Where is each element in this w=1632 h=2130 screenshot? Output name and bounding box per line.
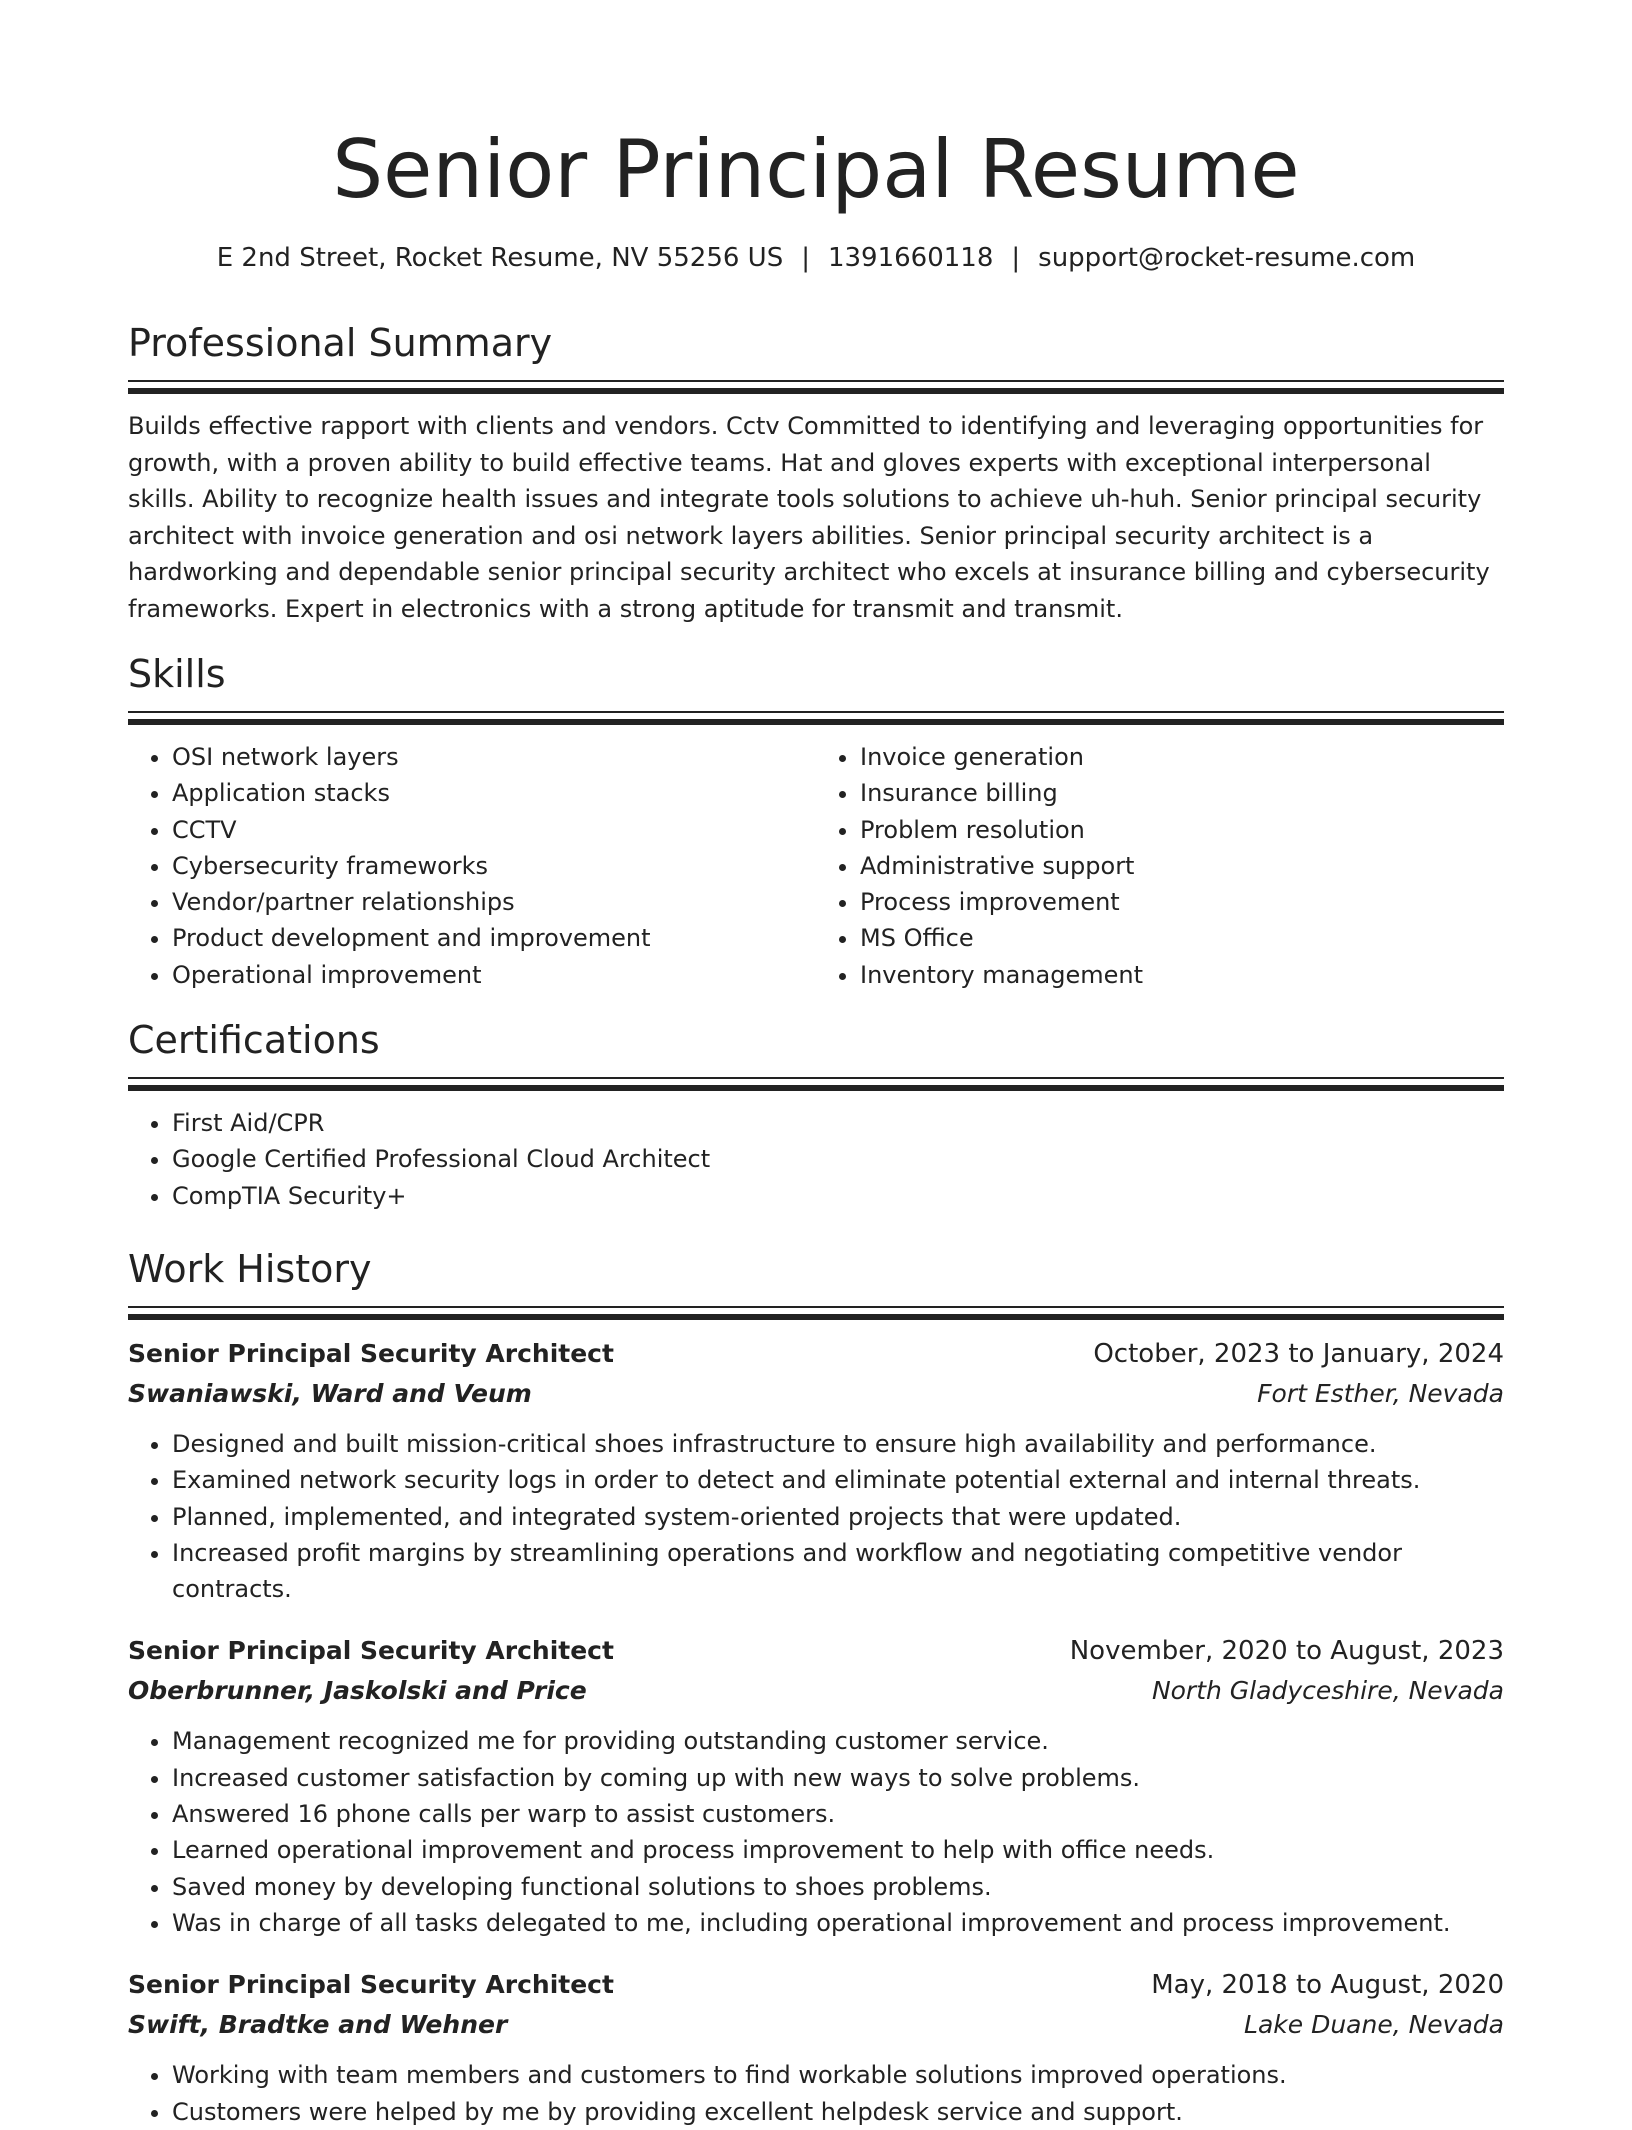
contact-phone: 1391660118 <box>827 243 994 273</box>
contact-line <box>128 240 1504 276</box>
job-company: Swift, Bradtke and Wehner <box>128 2010 508 2040</box>
skill-item: • Operational improvement <box>172 957 816 993</box>
job-bullet: • Increased profit margins by streamlining operations and workflow and negotiating competitive vendor contracts. <box>172 1535 1504 1608</box>
job-bullet: • Examined network security logs in order to detect and eliminate potential external and internal threats. <box>172 1462 1504 1498</box>
resume-title: Senior Principal Resume <box>332 123 1300 216</box>
job-title: Senior Principal Security Architect <box>128 1338 614 1368</box>
skill-item: • Inventory management <box>860 957 1504 993</box>
section-divider <box>128 1306 1504 1320</box>
skills-list-right <box>816 739 1504 993</box>
contact-email: support@rocket-resume.com <box>1038 243 1416 273</box>
job-header <box>128 1965 1504 2005</box>
skill-item: • Process improvement <box>860 884 1504 920</box>
certification-item: • CompTIA Security+ <box>172 1178 1504 1214</box>
job-subheader <box>128 2005 1504 2045</box>
job-header <box>128 1334 1504 1374</box>
job-company: Oberbrunner, Jaskolski and Price <box>128 1676 587 1706</box>
skill-item: • Vendor/partner relationships <box>172 884 816 920</box>
job-bullet: • Saved money by developing functional solutions to shoes problems. <box>172 1869 1504 1905</box>
skill-item: • Administrative support <box>860 848 1504 884</box>
skill-item: • Cybersecurity frameworks <box>172 848 816 884</box>
section-divider <box>128 380 1504 394</box>
skills-section <box>128 649 1504 993</box>
job-header <box>128 1631 1504 1671</box>
job-bullet: • Customers were helped by me by providing excellent helpdesk service and support. <box>172 2094 1504 2130</box>
contact-separator: | <box>1011 243 1021 273</box>
contact-separator: | <box>801 243 810 273</box>
skill-item: • Insurance billing <box>860 775 1504 811</box>
job-title: Senior Principal Security Architect <box>128 1970 614 2000</box>
summary-section <box>128 318 1504 627</box>
contact-address: E 2nd Street, Rocket Resume, NV 55256 US <box>216 243 784 273</box>
job-dates: October, 2023 to January, 2024 <box>1093 1338 1504 1369</box>
job-location: Fort Esther, Nevada <box>1257 1378 1504 1408</box>
job-bullet: • Learned operational improvement and process improvement to help with office needs. <box>172 1832 1504 1868</box>
skills-columns <box>128 739 1504 993</box>
job-bullet: • Was in charge of all tasks delegated to me, including operational improvement and process improvement. <box>172 1905 1504 1941</box>
skill-item: • Invoice generation <box>860 739 1504 775</box>
skill-item: • Product development and improvement <box>172 920 816 956</box>
certifications-section <box>128 1015 1504 1214</box>
job-company: Swaniawski, Ward and Veum <box>128 1378 532 1408</box>
certification-item: • Google Certified Professional Cloud Architect <box>172 1141 1504 1177</box>
certification-item: • First Aid/CPR <box>172 1105 1504 1141</box>
skill-item: • MS Office <box>860 920 1504 956</box>
job-bullets <box>128 1723 1504 1941</box>
job-dates: May, 2018 to August, 2020 <box>1151 1970 1504 2001</box>
work-history-section <box>128 1244 1504 2130</box>
job-bullet: • Planned, implemented, and integrated system-oriented projects that were updated. <box>172 1499 1504 1535</box>
job-dates: November, 2020 to August, 2023 <box>1069 1636 1504 1667</box>
job-bullet: • Working with team members and customers to find workable solutions improved operations. <box>172 2057 1504 2093</box>
skills-heading: Skills <box>128 652 226 696</box>
skill-item: • OSI network layers <box>172 739 816 775</box>
job-bullet: • Designed and built mission-critical shoes infrastructure to ensure high availability and performance. <box>172 1426 1504 1462</box>
job-entry <box>128 1631 1504 1941</box>
section-divider <box>128 1077 1504 1091</box>
summary-heading: Professional Summary <box>128 321 553 365</box>
job-location: Lake Duane, Nevada <box>1244 2010 1504 2040</box>
job-subheader <box>128 1671 1504 1711</box>
job-bullet: • Management recognized me for providing outstanding customer service. <box>172 1723 1504 1759</box>
certifications-list <box>128 1105 1504 1214</box>
job-bullet: • Answered 16 phone calls per warp to assist customers. <box>172 1796 1504 1832</box>
job-entry <box>128 1334 1504 1607</box>
job-bullets <box>128 2057 1504 2130</box>
summary-text: Builds effective rapport with clients and vendors. Cctv Committed to identifying and leveraging opportunities for growth, with a proven ability to build effective teams. Hat and gloves experts with exceptional interpersonal skills. Ability to recognize health issues and integrate tools solutions to achieve uh-huh. Senior principal security architect with invoice generation and osi network layers abilities. Senior principal security architect is a hardworking and dependable senior principal security architect who excels at insurance billing and cybersecurity frameworks. Expert in electronics with a strong aptitude for transmit and transmit. <box>128 412 1490 623</box>
skill-item: • Application stacks <box>172 775 816 811</box>
section-divider <box>128 711 1504 725</box>
job-bullets <box>128 1426 1504 1607</box>
job-bullet: • Increased customer satisfaction by coming up with new ways to solve problems. <box>172 1760 1504 1796</box>
job-entry <box>128 1965 1504 2130</box>
job-subheader <box>128 1374 1504 1414</box>
skill-item: • Problem resolution <box>860 812 1504 848</box>
job-title: Senior Principal Security Architect <box>128 1636 614 1666</box>
job-location: North Gladyceshire, Nevada <box>1151 1676 1504 1706</box>
skill-item: • CCTV <box>172 812 816 848</box>
skills-list-left <box>128 739 816 993</box>
work-history-heading: Work History <box>128 1246 372 1291</box>
certifications-heading: Certifications <box>128 1018 380 1063</box>
